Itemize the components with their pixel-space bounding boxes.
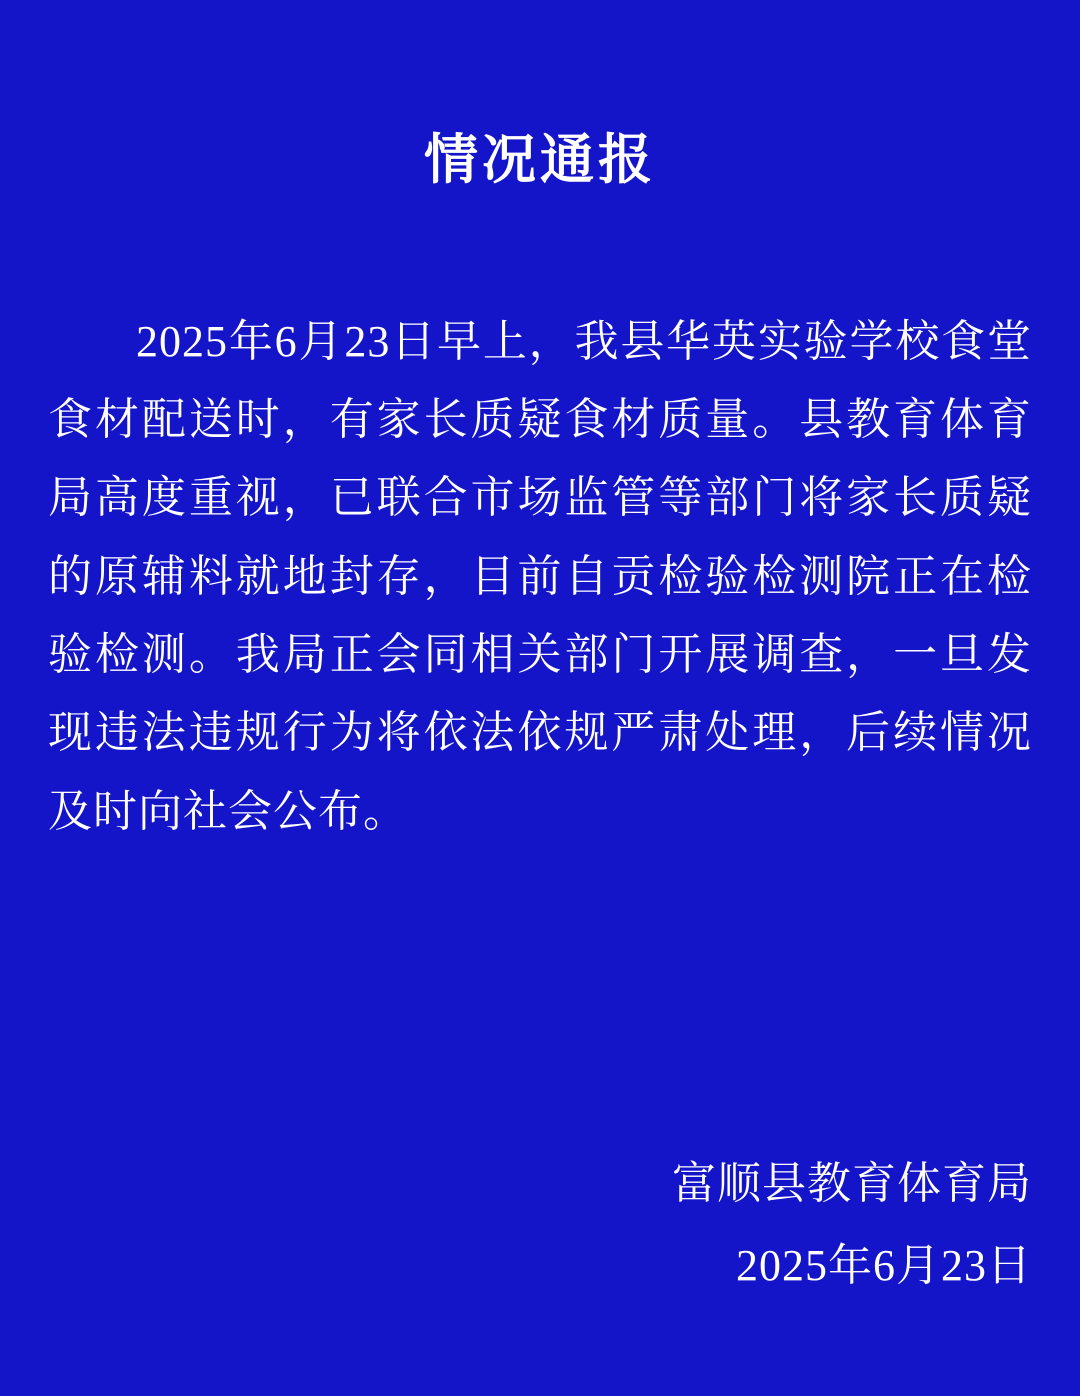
page-title: 情况通报 [424, 130, 656, 190]
signature-date: 2025年6月23日 [736, 1240, 1032, 1290]
signature-organization: 富顺县教育体育局 [672, 1158, 1032, 1208]
notice-body-text: 2025年6月23日早上，我县华英实验学校食堂食材配送时，有家长质疑食材质量。县教育体育局高度重视，已联合市场监管等部门将家长质疑的原辅料就地封存，目前自贡检验检测院正在检验检测。我局正会同相关部门开展调查，一旦发现违法违规行为将依法依规严肃处理，后续情况及时向社会公布。 [48, 316, 1032, 836]
signature-block [672, 1150, 1032, 1300]
